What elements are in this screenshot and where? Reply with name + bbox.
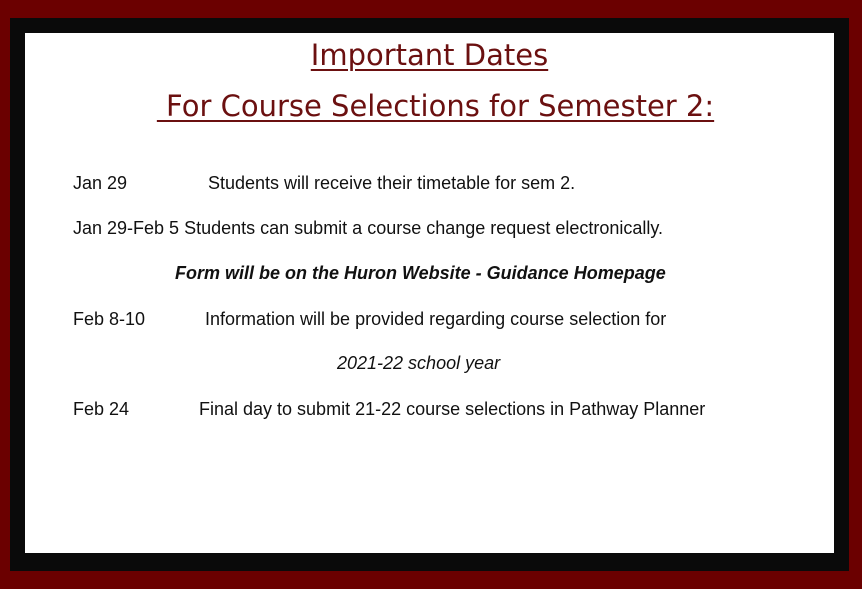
schedule-description: Information will be provided regarding course selection for — [205, 309, 667, 329]
schedule-note-school-year: 2021-22 school year — [337, 353, 501, 373]
schedule-description: Students will receive their timetable for sem 2. — [208, 173, 576, 193]
schedule-date: Feb 24 — [73, 399, 130, 419]
schedule-description: Students can submit a course change request electronically. — [184, 218, 664, 238]
schedule-date: Jan 29 — [73, 173, 128, 193]
heading-important-dates: Important Dates — [310, 38, 549, 72]
schedule-date: Feb 8-10 — [73, 309, 146, 329]
schedule-description: Final day to submit 21-22 course selections in Pathway Planner — [199, 399, 706, 419]
schedule-date: Jan 29-Feb 5 — [73, 218, 180, 238]
heading-course-selections: For Course Selections for Semester 2: — [156, 89, 715, 123]
schedule-row — [73, 218, 663, 239]
schedule-note-website: Form will be on the Huron Website - Guidance Homepage — [175, 263, 666, 283]
dates-card — [25, 33, 834, 553]
